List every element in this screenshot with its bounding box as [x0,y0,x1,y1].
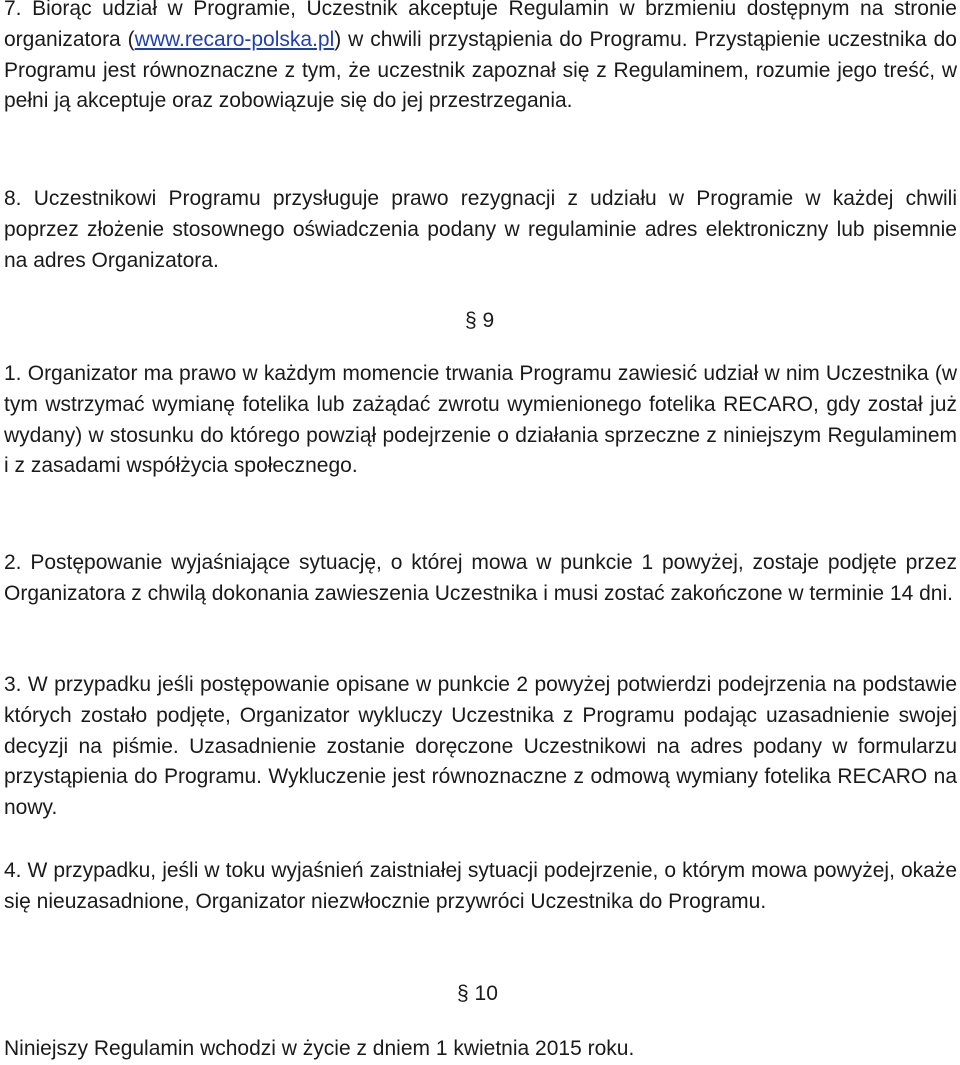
paragraph-7 [4,0,957,117]
section-9-heading: § 9 [465,309,495,332]
section-9-point-3: 3. W przypadku jeśli postępowanie opisane w punkcie 2 powyżej potwierdzi podejrzenia na podstawie których zostało podjęte, Organizator wykluczy Uczestnika z Programu podając uzasadnienie swojej decyzji na piśmie. Uzasadnienie zostanie doręczone Uczestnikowi na adres podany w formularzu przystąpienia do Programu. Wykluczenie jest równoznaczne z odmową wymiany fotelika RECARO na nowy. [4,673,957,820]
section-10-text: Niniejszy Regulamin wchodzi w życie z dniem 1 kwietnia 2015 roku. [4,1037,635,1060]
section-10-heading: § 10 [457,982,498,1005]
section-9-point-4: 4. W przypadku, jeśli w toku wyjaśnień zaistniałej sytuacji podejrzenie, o którym mowa powyżej, okaże się nieuzasadnione, Organizator niezwłocznie przywróci Uczestnika do Programu. [4,859,957,913]
paragraph-7-text-start: 7. Biorąc udział w Programie, Uczestnik akceptuje Regulamin w brzmieniu dostępnym na stronie organizatora ( [4,0,957,51]
paragraph-8: 8. Uczestnikowi Programu przysługuje prawo rezygnacji z udziału w Programie w każdej chwili poprzez złożenie stosownego oświadczenia podany w regulaminie adres elektroniczny lub pisemnie na adres Organizatora. [4,187,957,272]
section-9-point-2: 2. Postępowanie wyjaśniające sytuację, o której mowa w punkcie 1 powyżej, zostaje podjęte przez Organizatora z chwilą dokonania zawieszenia Uczestnika i musi zostać zakończone w terminie 14 dni. [4,551,957,605]
paragraph-7-text-end: ) w chwili przystąpienia do Programu. Przystąpienie uczestnika do Programu jest równoznaczne z tym, że uczestnik zapoznał się z Regulaminem, rozumie jego treść, w pełni ją akceptuje oraz zobowiązuje się do jej przestrzegania. [4,27,957,113]
organizer-website-link[interactable]: www.recaro-polska.pl [134,27,335,51]
section-9-point-1: 1. Organizator ma prawo w każdym momencie trwania Programu zawiesić udział w nim Uczestnika (w tym wstrzymać wymianę fotelika lub zażądać zwrotu wymienionego fotelika RECARO, gdy został już wydany) w stosunku do którego powziął podejrzenie o działania sprzeczne z niniejszym Regulaminem i z zasadami współżycia społecznego. [4,362,957,478]
